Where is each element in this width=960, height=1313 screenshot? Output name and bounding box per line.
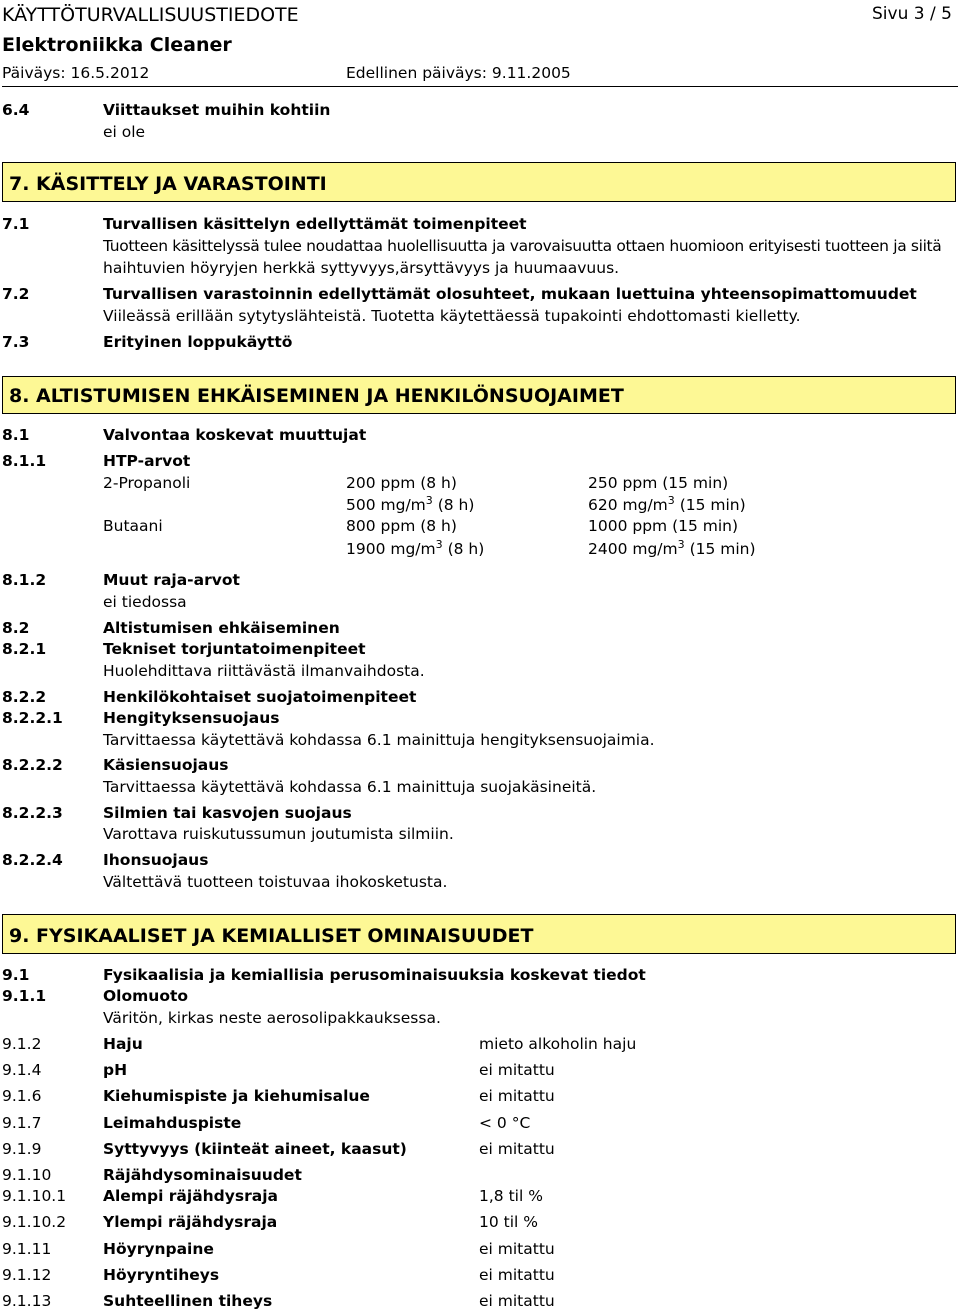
property-label: Ylempi räjähdysraja [103, 1213, 278, 1231]
section-7-1-text-line1: Tuotteen käsittelyssä tulee noudattaa huolellisuutta ja varovaisuutta ottaen huomioon erityisesti tuotteen ja siitä [103, 237, 942, 255]
section-8-2-number: 8.2 [2, 619, 30, 637]
property-number: 9.1.10.1 [2, 1187, 67, 1205]
section-8-2-2-1-number: 8.2.2.1 [2, 709, 63, 727]
section-7-heading: 7. KÄSITTELY JA VARASTOINTI [9, 173, 327, 195]
section-8-2-1-title: Tekniset torjuntatoimenpiteet [103, 640, 366, 658]
page-number: Sivu 3 / 5 [872, 4, 952, 24]
property-number: 9.1.9 [2, 1140, 42, 1158]
section-9-1-1-text: Väritön, kirkas neste aerosolipakkauksessa. [103, 1009, 441, 1027]
issue-date: Päiväys: 16.5.2012 [2, 64, 150, 82]
property-number: 9.1.11 [2, 1240, 52, 1258]
previous-date: Edellinen päiväys: 9.11.2005 [346, 64, 571, 82]
section-7-1-text-line2: haihtuvien höyryjen herkkä syttyvyys,ärsyttävyys ja huumaavuus. [103, 259, 620, 277]
htp-value: 1000 ppm (15 min) [588, 517, 739, 535]
section-8-1-2-title: Muut raja-arvot [103, 571, 240, 589]
section-8-2-1-text: Huolehdittava riittävästä ilmanvaihdosta. [103, 662, 425, 680]
property-number: 9.1.13 [2, 1292, 52, 1310]
section-6-4-number: 6.4 [2, 101, 30, 119]
property-number: 9.1.2 [2, 1035, 42, 1053]
section-8-2-2-4-text: Vältettävä tuotteen toistuvaa ihokosketusta. [103, 873, 448, 891]
property-label: Haju [103, 1035, 143, 1053]
document-title: KÄYTTÖTURVALLISUUSTIEDOTE [2, 4, 299, 26]
section-8-2-2-number: 8.2.2 [2, 688, 47, 706]
section-8-2-2-2-text: Tarvittaessa käytettävä kohdassa 6.1 mainittuja suojakäsineitä. [103, 778, 597, 796]
section-9-heading: 9. FYSIKAALISET JA KEMIALLISET OMINAISUUDET [9, 925, 534, 947]
section-8-2-2-3-number: 8.2.2.3 [2, 804, 63, 822]
section-8-2-2-2-title: Käsiensuojaus [103, 756, 229, 774]
section-6-4-text: ei ole [103, 123, 146, 141]
section-9-1-number: 9.1 [2, 966, 30, 984]
section-7-1-number: 7.1 [2, 215, 30, 233]
property-label: Höyrynpaine [103, 1240, 214, 1258]
property-number: 9.1.10.2 [2, 1213, 67, 1231]
htp-value: 2400 $mg/m^3$ (15 min) [588, 538, 756, 558]
section-8-heading-box [2, 376, 956, 414]
section-7-3-number: 7.3 [2, 333, 30, 351]
section-8-2-2-4-title: Ihonsuojaus [103, 851, 209, 869]
section-8-1-title: Valvontaa koskevat muuttujat [103, 426, 367, 444]
property-value: mieto alkoholin haju [479, 1035, 637, 1053]
section-8-2-2-3-title: Silmien tai kasvojen suojaus [103, 804, 352, 822]
property-number: 9.1.4 [2, 1061, 42, 1079]
section-8-2-2-4-number: 8.2.2.4 [2, 851, 63, 869]
section-9-1-title: Fysikaalisia ja kemiallisia perusominaisuuksia koskevat tiedot [103, 966, 646, 984]
section-8-2-2-2-number: 8.2.2.2 [2, 756, 63, 774]
section-8-1-2-text: ei tiedossa [103, 593, 187, 611]
property-value: ei mitattu [479, 1292, 555, 1310]
property-value: ei mitattu [479, 1266, 555, 1284]
section-9-1-1-title: Olomuoto [103, 987, 189, 1005]
htp-value: 250 ppm (15 min) [588, 474, 729, 492]
htp-value: 200 ppm (8 h) [346, 474, 457, 492]
property-label: pH [103, 1061, 128, 1079]
htp-value: 1900 $mg/m^3$ (8 h) [346, 538, 485, 558]
section-8-1-number: 8.1 [2, 426, 30, 444]
property-value: ei mitattu [479, 1087, 555, 1105]
htp-value: 800 ppm (8 h) [346, 517, 457, 535]
property-number: 9.1.7 [2, 1114, 42, 1132]
property-label: Alempi räjähdysraja [103, 1187, 278, 1205]
htp-substance: Butaani [103, 517, 163, 535]
property-label: Syttyvyys (kiinteät aineet, kaasut) [103, 1140, 407, 1158]
property-number: 9.1.10 [2, 1166, 52, 1184]
property-label: Suhteellinen tiheys [103, 1292, 273, 1310]
section-8-heading: 8. ALTISTUMISEN EHKÄISEMINEN JA HENKILÖNSUOJAIMET [9, 385, 624, 407]
section-8-2-2-1-title: Hengityksensuojaus [103, 709, 280, 727]
htp-value: 620 $mg/m^3$ (15 min) [588, 494, 746, 514]
section-7-2-number: 7.2 [2, 285, 30, 303]
property-label: Höyryntiheys [103, 1266, 220, 1284]
property-value: ei mitattu [479, 1240, 555, 1258]
section-8-2-2-1-text: Tarvittaessa käytettävä kohdassa 6.1 mainittuja hengityksensuojaimia. [103, 731, 655, 749]
section-8-2-2-3-text: Varottava ruiskutussumun joutumista silmiin. [103, 825, 454, 843]
section-8-2-title: Altistumisen ehkäiseminen [103, 619, 340, 637]
htp-substance: 2-Propanoli [103, 474, 191, 492]
section-7-heading-box [2, 162, 956, 202]
htp-value: 500 $mg/m^3$ (8 h) [346, 494, 475, 514]
section-8-2-2-title: Henkilökohtaiset suojatoimenpiteet [103, 688, 417, 706]
product-name: Elektroniikka Cleaner [2, 34, 232, 56]
property-value: ei mitattu [479, 1140, 555, 1158]
property-value: ei mitattu [479, 1061, 555, 1079]
property-label: Räjähdysominaisuudet [103, 1166, 302, 1184]
section-8-1-1-title: HTP-arvot [103, 452, 191, 470]
property-number: 9.1.12 [2, 1266, 52, 1284]
property-label: Kiehumispiste ja kiehumisalue [103, 1087, 370, 1105]
section-9-1-1-number: 9.1.1 [2, 987, 47, 1005]
section-7-3-title: Erityinen loppukäyttö [103, 333, 293, 351]
section-7-2-text: Viileässä erillään sytytyslähteistä. Tuotetta käytettäessä tupakointi ehdottomasti kielletty. [103, 307, 801, 325]
property-value: < 0 °C [479, 1114, 531, 1132]
section-6-4-title: Viittaukset muihin kohtiin [103, 101, 331, 119]
section-7-1-title: Turvallisen käsittelyn edellyttämät toimenpiteet [103, 215, 527, 233]
property-number: 9.1.6 [2, 1087, 42, 1105]
section-8-1-2-number: 8.1.2 [2, 571, 47, 589]
header-rule [2, 86, 958, 87]
section-9-heading-box [2, 914, 956, 954]
section-7-2-title: Turvallisen varastoinnin edellyttämät olosuhteet, mukaan luettuina yhteensopimattomuudet [103, 285, 917, 303]
property-value: 10 til % [479, 1213, 538, 1231]
section-8-2-1-number: 8.2.1 [2, 640, 47, 658]
section-8-1-1-number: 8.1.1 [2, 452, 47, 470]
property-value: 1,8 til % [479, 1187, 543, 1205]
property-label: Leimahduspiste [103, 1114, 242, 1132]
